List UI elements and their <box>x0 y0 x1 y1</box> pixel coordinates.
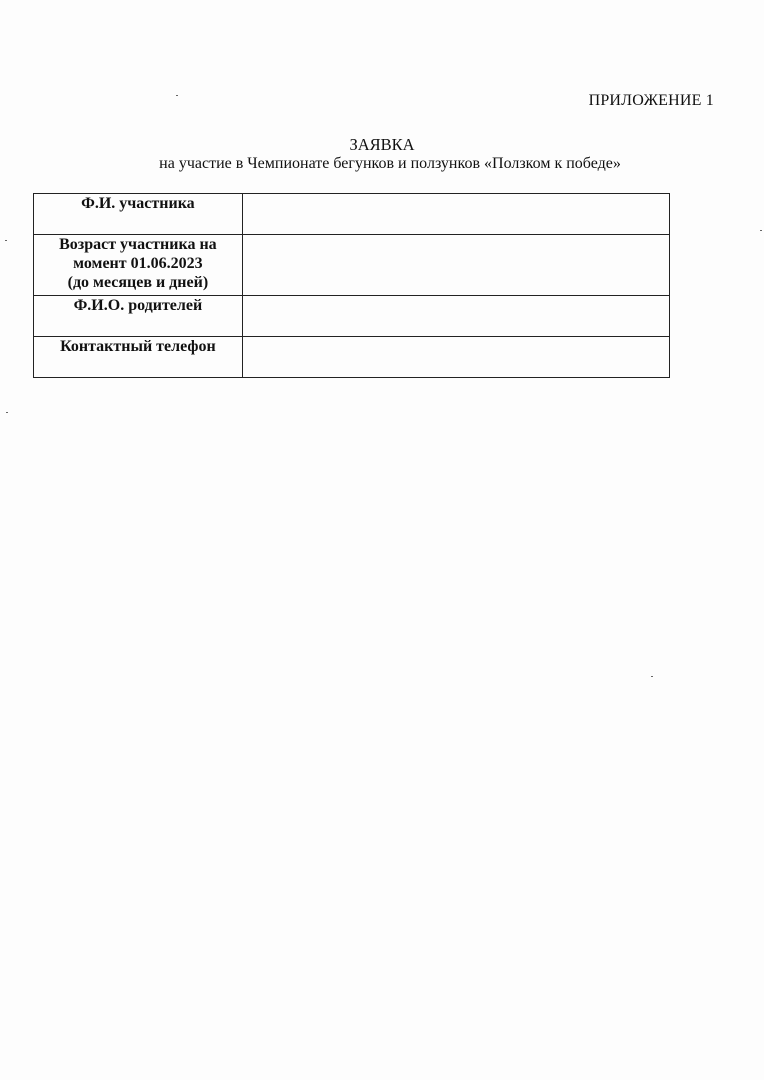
form-label-participant-name <box>34 194 243 235</box>
scan-speck <box>651 676 653 677</box>
label-line: Контактный телефон <box>60 338 216 355</box>
label-line: Ф.И. участника <box>81 195 195 212</box>
form-row-participant-name <box>34 194 670 235</box>
form-field-participant-age[interactable] <box>242 235 669 296</box>
scan-speck <box>5 240 7 241</box>
form-label-contact-phone <box>34 337 243 378</box>
scan-speck <box>176 95 178 96</box>
scan-speck <box>760 230 762 231</box>
document-title: ЗАЯВКА <box>349 135 415 154</box>
form-label-parents-name <box>34 296 243 337</box>
label-line: момент 01.06.2023 <box>73 255 203 272</box>
form-field-parents-name[interactable] <box>242 296 669 337</box>
form-row-contact-phone <box>34 337 670 378</box>
application-form-table <box>33 193 670 378</box>
form-label-participant-age <box>34 235 243 296</box>
document-subtitle: на участие в Чемпионате бегунков и ползунков «Ползком к победе» <box>159 155 621 172</box>
form-field-contact-phone[interactable] <box>242 337 669 378</box>
form-row-participant-age <box>34 235 670 296</box>
label-line: Возраст участника на <box>59 236 217 253</box>
scan-speck <box>6 412 8 413</box>
appendix-label: ПРИЛОЖЕНИЕ 1 <box>588 92 714 109</box>
label-line: (до месяцев и дней) <box>67 274 209 291</box>
form-field-participant-name[interactable] <box>242 194 669 235</box>
label-line: Ф.И.О. родителей <box>73 297 203 314</box>
form-row-parents-name <box>34 296 670 337</box>
